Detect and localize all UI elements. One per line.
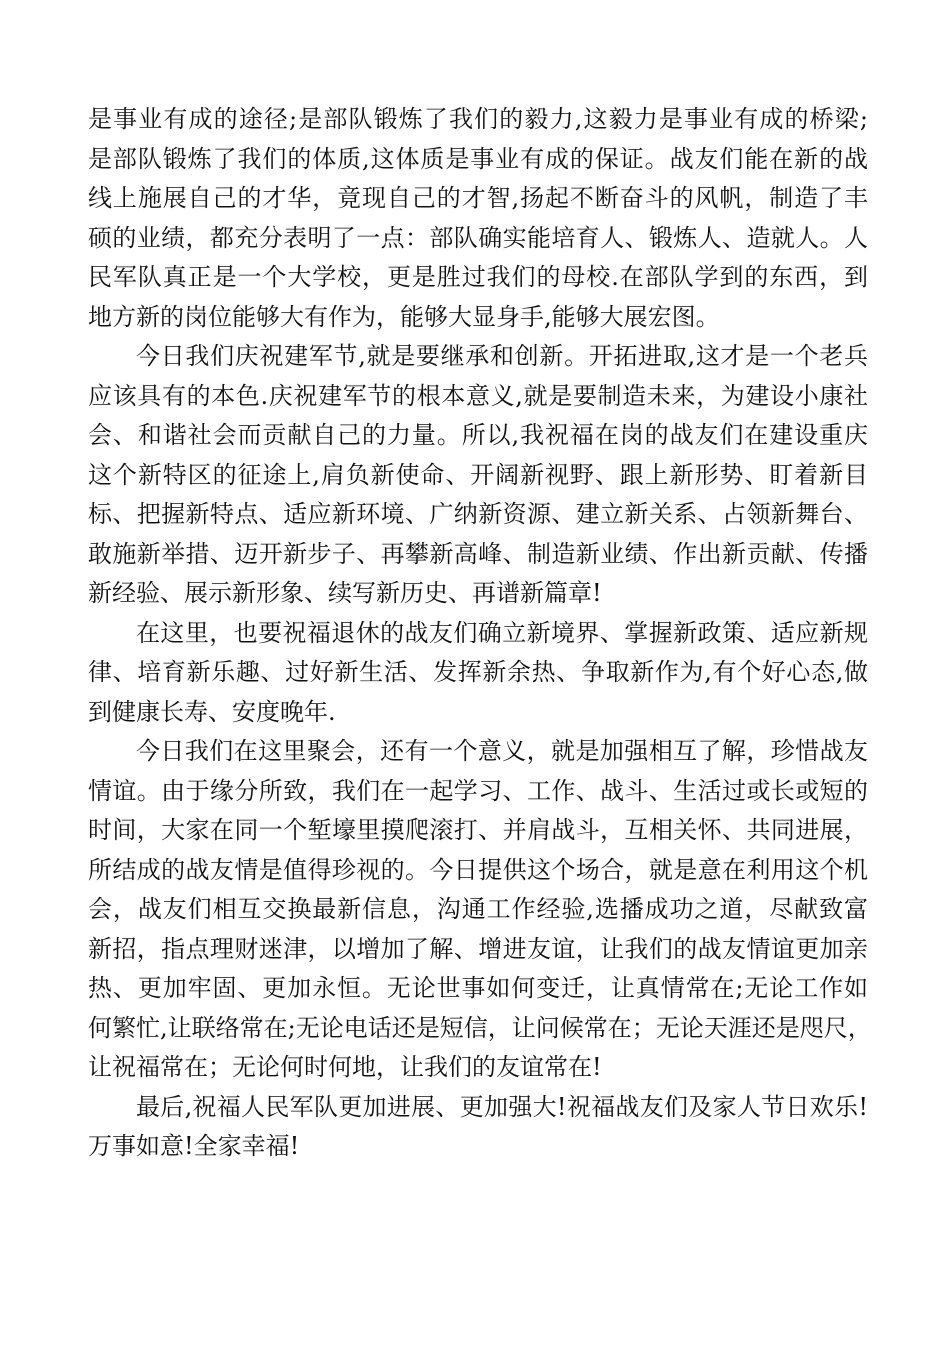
text-line: 所结成的战友情是值得珍视的。今日提供这个场合，就是意在利用这个机: [88, 855, 868, 884]
text-line: 应该具有的本色.庆祝建军节的根本意义,就是要制造未来，为建设小康社: [88, 381, 868, 410]
text-line: 新招，指点理财迷津，以增加了解、增进友谊，让我们的战友情谊更加亲: [88, 934, 868, 963]
text-line: 会、和谐社会而贡献自己的力量。所以,我祝福在岗的战友们在建设重庆: [88, 421, 868, 449]
text-line: 何繁忙,让联络常在;无论电话还是短信，让问候常在；无论天涯还是咫尺，: [88, 1013, 872, 1042]
text-line: 是部队锻炼了我们的体质,这体质是事业有成的保证。战友们能在新的战: [88, 144, 868, 173]
paragraph: [88, 1088, 868, 1167]
text-line: 到健康长寿、安度晚年.: [88, 697, 336, 726]
paragraph: [88, 732, 872, 1088]
text-line: 在这里，也要祝福退休的战友们确立新境界、掌握新政策、适应新规: [136, 618, 868, 647]
text-line: 敢施新举措、迈开新步子、再攀新高峰、制造新业绩、作出新贡献、传播: [88, 539, 868, 568]
text-line: 这个新特区的征途上,肩负新使命、开阔新视野、跟上新形势、盯着新目: [88, 460, 868, 489]
text-line: 民军队真正是一个大学校，更是胜过我们的母校.在部队学到的东西，到: [88, 263, 868, 291]
text-line: 会，战友们相互交换最新信息，沟通工作经验,选播成功之道，尽献致富: [88, 895, 868, 923]
text-line: 万事如意!全家幸福!: [88, 1132, 300, 1160]
text-line: 是事业有成的途径;是部队锻炼了我们的毅力,这毅力是事业有成的桥梁;: [88, 105, 868, 133]
text-line: 硕的业绩，都充分表明了一点：部队确实能培育人、锻炼人、造就人。人: [88, 223, 868, 252]
text-line: 标、把握新特点、适应新环境、广纳新资源、建立新关系、占领新舞台、: [88, 500, 868, 528]
text-line: 时间，大家在同一个堑壕里摸爬滚打、并肩战斗，互相关怀、共同进展，: [88, 816, 868, 844]
text-line: 让祝福常在；无论何时何地，让我们的友谊常在!: [88, 1053, 602, 1081]
text-line: 情谊。由于缘分所致，我们在一起学习、工作、战斗、生活过或长或短的: [88, 776, 868, 805]
text-line: 今日我们庆祝建军节,就是要继承和创新。开拓进取,这才是一个老兵: [136, 342, 868, 370]
text-line: 最后,祝福人民军队更加进展、更加强大!祝福战友们及家人节日欢乐!: [136, 1092, 868, 1121]
text-line: 今日我们在这里聚会，还有一个意义，就是加强相互了解，珍惜战友: [136, 737, 868, 765]
text-line: 新经验、展示新形象、续写新历史、再谱新篇章!: [88, 579, 602, 607]
document-page: [88, 100, 872, 1167]
paragraph: [88, 337, 868, 614]
text-line: 热、更加牢固、更加永恒。无论世事如何变迁，让真情常在;无论工作如: [88, 974, 868, 1002]
text-line: 线上施展自己的才华，竟现自己的才智,扬起不断奋斗的风帆，制造了丰: [88, 184, 868, 212]
paragraph: [88, 614, 868, 733]
text-line: 地方新的岗位能够大有作为，能够大显身手,能够大展宏图。: [88, 302, 720, 331]
text-line: 律、培育新乐趣、过好新生活、发挥新余热、争取新作为,有个好心态,做: [88, 658, 868, 686]
paragraph: [88, 100, 868, 337]
